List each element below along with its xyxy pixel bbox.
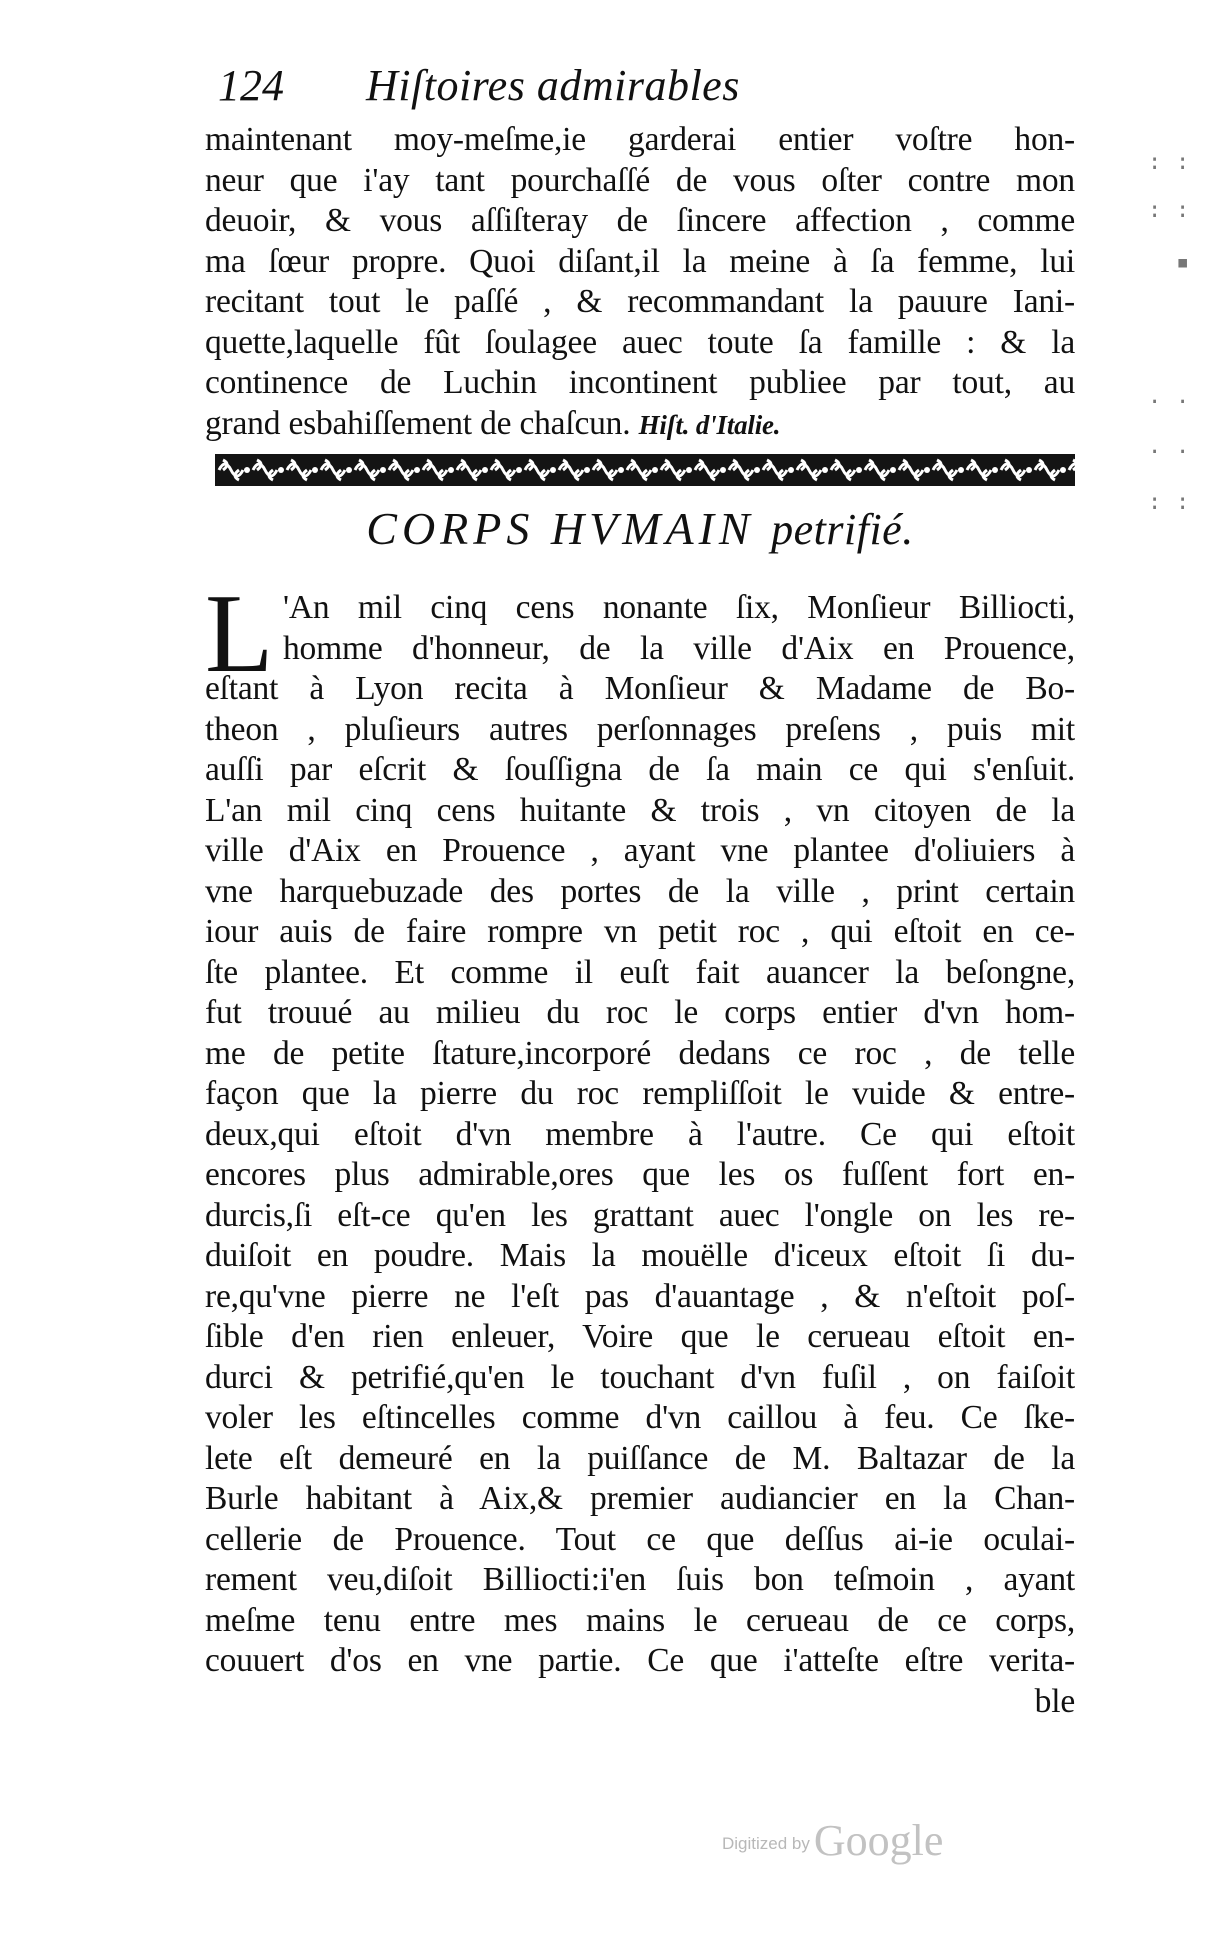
text-line: cellerie de Prouence. Tout ce que deſſus ai-ie oculai- [205, 1520, 1075, 1558]
margin-marks [1140, 150, 1210, 600]
text-line: maintenant moy-meſme,ie garderai entier voſtre hon- [205, 121, 1075, 158]
previous-story-text [205, 120, 1075, 444]
ornament-dot [346, 467, 352, 473]
text-line: eſtant à Lyon recita à Monſieur & Madame de Bo- [205, 670, 1075, 707]
text-line: iour auis de faire rompre vn petit roc , qui eſtoit en ce- [205, 913, 1075, 950]
text-line: quette,laquelle fût ſoulagee auec toute ſa famille : & la [205, 323, 1075, 361]
ornament-dot [788, 467, 794, 473]
margin-mark: : [1148, 490, 1162, 515]
text-line: ſte plantee. Et comme il euſt fait auancer la beſongne, [205, 953, 1075, 991]
text-line: voler les eſtincelles comme d'vn caillou à feu. Ce ſke- [205, 1399, 1075, 1436]
text-line: homme d'honneur, de la ville d'Aix en Prouence, [283, 629, 1075, 667]
text-line: ville d'Aix en Prouence , ayant vne plantee d'oliuiers à [205, 832, 1075, 869]
text-line: durcis,ſi eſt-ce qu'en les grattant auec l'ongle on les re- [205, 1196, 1075, 1234]
text-line: ma ſœur propre. Quoi diſant,il la meine à ſa femme, lui [205, 242, 1075, 280]
section-title [205, 496, 1075, 563]
ornament-dot [312, 467, 318, 473]
ornament-dot [1026, 467, 1032, 473]
text-line: ſible d'en rien enleuer, Voire que le cerueau eſtoit en- [205, 1318, 1075, 1355]
text-line: re,qu'vne pierre ne l'eſt pas d'auantage , & n'eſtoit poſ- [205, 1277, 1075, 1315]
ornament-dot [414, 467, 420, 473]
ornament-dot [856, 467, 862, 473]
ornament-dot [992, 467, 998, 473]
section-title-italic: petrifié. [771, 505, 914, 554]
last-line-text: grand esbahiſſement de chaſcun. [205, 404, 631, 442]
ornament-dot [754, 467, 760, 473]
text-line: L'an mil cinq cens huitante & trois , vn citoyen de la [205, 791, 1075, 829]
text-line: couuert d'os en vne partie. Ce que i'atteſte eſtre verita- [205, 1642, 1075, 1679]
running-title: Hiſtoires admirables [366, 61, 740, 110]
ornament-dot [890, 467, 896, 473]
catchword: ble [1034, 1682, 1075, 1720]
google-logo: Google [813, 1816, 944, 1865]
text-line: Burle habitant à Aix,& premier audiancier en la Chan- [205, 1480, 1075, 1517]
text-line: lete eſt demeuré en la puiſſance de M. Baltazar de la [205, 1439, 1075, 1477]
text-line: deux,qui eſtoit d'vn membre à l'autre. Ce qui eſtoit [205, 1115, 1075, 1153]
margin-mark: · [1176, 390, 1190, 415]
margin-mark: ▪ [1176, 250, 1190, 275]
ornament-dot [924, 467, 930, 473]
text-line: continence de Luchin incontinent publiee par tout, au [205, 364, 1075, 401]
ornament-dot [584, 467, 590, 473]
ornament-dot [482, 467, 488, 473]
text-line: rement veu,diſoit Billiocti:i'en ſuis bon teſmoin , ayant [205, 1561, 1075, 1598]
margin-mark: · [1148, 390, 1162, 415]
text-line: me de petite ſtature,incorporé dedans ce roc , de telle [205, 1034, 1075, 1072]
ornament-dot [448, 467, 454, 473]
margin-mark: · [1176, 440, 1190, 465]
text-line [205, 404, 1075, 445]
margin-mark: : [1176, 490, 1190, 515]
ornamental-divider [215, 448, 1075, 492]
section-title-caps: CORPS HVMAIN [366, 503, 755, 554]
ornament-dot [720, 467, 726, 473]
ornament-dot [618, 467, 624, 473]
ornament-dot [686, 467, 692, 473]
ornament-dot [822, 467, 828, 473]
text-line: recitant tout le paſſé , & recommandant la pauure Iani- [205, 283, 1075, 320]
ornament-dot [652, 467, 658, 473]
main-story-text [205, 588, 1075, 1722]
text-line: façon que la pierre du roc rempliſſoit le vuide & entre- [205, 1075, 1075, 1112]
text-line: theon , pluſieurs autres perſonnages preſens , puis mit [205, 710, 1075, 748]
page-number: 124 [218, 61, 284, 110]
text-line: vne harquebuzade des portes de la ville , print certain [205, 872, 1075, 910]
margin-mark: : [1176, 150, 1190, 175]
text-line: 'An mil cinq cens nonante ſix, Monſieur Billiocti, [283, 589, 1075, 626]
ornament-dot [958, 467, 964, 473]
ornament-dot [550, 467, 556, 473]
text-line: deuoir, & vous aſſiſteray de ſincere affection , comme [205, 202, 1075, 239]
margin-mark: : [1176, 198, 1190, 223]
drop-cap: L [205, 572, 274, 696]
ornament-dot [380, 467, 386, 473]
text-line: fut trouué au milieu du roc le corps entier d'vn hom- [205, 994, 1075, 1031]
ornament-dot [1060, 467, 1066, 473]
ornament-dot [244, 467, 250, 473]
margin-mark: : [1148, 150, 1162, 175]
text-line: duiſoit en poudre. Mais la mouëlle d'iceux eſtoit ſi du- [205, 1237, 1075, 1274]
ornament-dot [278, 467, 284, 473]
ornament-dot [516, 467, 522, 473]
text-line: auſſi par eſcrit & ſouſſigna de ſa main ce qui s'enſuit. [205, 751, 1075, 788]
text-line: meſme tenu entre mes mains le cerueau de ce corps, [205, 1601, 1075, 1639]
watermark-prefix: Digitized by [722, 1834, 810, 1853]
margin-mark: : [1148, 198, 1162, 223]
text-line: encores plus admirable,ores que les os fuſſent fort en- [205, 1156, 1075, 1193]
text-line: neur que i'ay tant pourchaſſé de vous oſter contre mon [205, 161, 1075, 199]
digitization-watermark [722, 1815, 943, 1866]
source-reference: Hiſt. d'Italie. [638, 409, 781, 440]
margin-mark: · [1148, 440, 1162, 465]
page-header [218, 56, 918, 116]
text-line: durci & petrifié,qu'en le touchant d'vn fuſil , on faiſoit [205, 1358, 1075, 1396]
